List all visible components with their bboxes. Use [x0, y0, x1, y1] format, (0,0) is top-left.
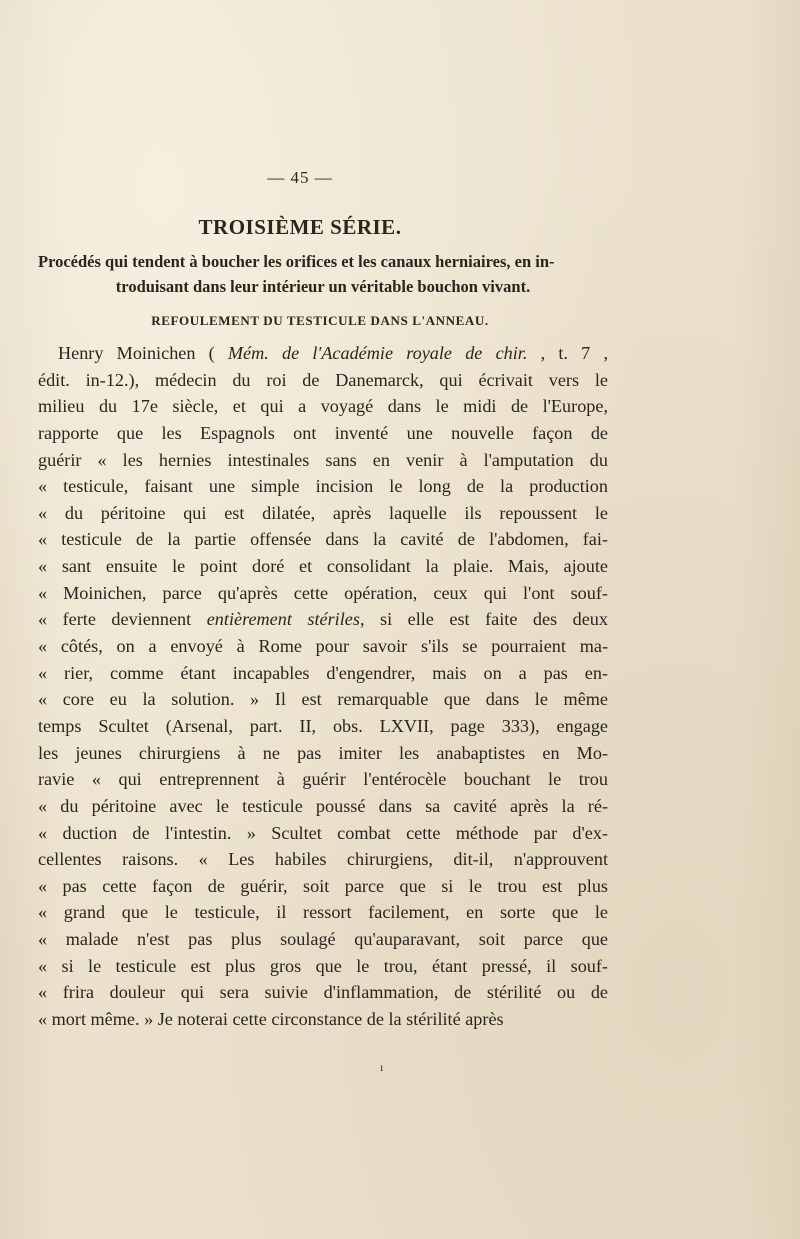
page-number: — 45 —	[267, 168, 333, 187]
text-line: « rier, comme étant incapables d'engendrer, mais on a pas en-	[38, 662, 608, 683]
text-line: « malade n'est pas plus soulagé qu'auparavant, soit parce que	[38, 929, 608, 950]
text-line: ravie « qui entreprennent à guérir l'entérocèle bouchant le trou	[38, 769, 608, 790]
text-line: milieu du 17e siècle, et qui a voyagé dans le midi de l'Europe,	[38, 396, 608, 417]
text-line: temps Scultet (Arsenal, part. II, obs. LXVII, page 333), engage	[38, 715, 608, 736]
text-line: « core eu la solution. » Il est remarquable que dans le même	[38, 689, 608, 710]
text-line: cellentes raisons. « Les habiles chirurgiens, dit-il, n'approuvent	[38, 849, 608, 870]
section-heading: REFOULEMENT DU TESTICULE DANS L'ANNEAU.	[151, 313, 489, 328]
text-line: édit. in-12.), médecin du roi de Danemarck, qui écrivait vers le	[38, 369, 608, 390]
text-line: « ferte deviennent entièrement stériles, si elle est faite des deux	[38, 609, 608, 630]
text-line: guérir « les hernies intestinales sans en venir à l'amputation du	[38, 449, 608, 470]
text-line: rapporte que les Espagnols ont inventé une nouvelle façon de	[38, 422, 608, 443]
text-line: « frira douleur qui sera suivie d'inflammation, de stérilité ou de	[38, 982, 608, 1003]
citation-title: Mém. de l'Académie royale de chir.	[227, 343, 528, 363]
text-line: « côtés, on a envoyé à Rome pour savoir s'ils se pourraient ma-	[38, 636, 608, 657]
text-line: les jeunes chirurgiens à ne pas imiter les anabaptistes en Mo-	[38, 742, 608, 763]
margin-mark: ı	[380, 1060, 384, 1074]
text-line: « pas cette façon de guérir, soit parce que si le trou est plus	[38, 875, 608, 896]
text-line: « Moinichen, parce qu'après cette opération, ceux qui l'ont souf-	[38, 582, 608, 603]
text-line: « testicule, faisant une simple incision le long de la production	[38, 476, 608, 497]
series-subtitle	[38, 249, 608, 299]
text-line: « testicule de la partie offensée dans la cavité de l'abdomen, fai-	[38, 529, 608, 550]
emphasis-text: entièrement stériles	[206, 609, 360, 630]
text-line: « du péritoine qui est dilatée, après laquelle ils repoussent le	[38, 502, 608, 523]
series-title: TROISIÈME SÉRIE.	[198, 215, 402, 239]
text-line: « mort même. » Je noterai cette circonstance de la stérilité après	[38, 1009, 504, 1030]
subtitle-line-2: troduisant dans leur intérieur un véritable bouchon vivant.	[115, 277, 531, 296]
text-line: « duction de l'intestin. » Scultet combat cette méthode par d'ex-	[38, 822, 608, 843]
body-paragraph	[38, 340, 608, 1033]
text-line: « grand que le testicule, il ressort facilement, en sorte que le	[38, 902, 608, 923]
text-line: Henry Moinichen ( Mém. de l'Académie royale de chir. , t. 7 ,	[58, 343, 608, 363]
text-line: « du péritoine avec le testicule poussé dans sa cavité après la ré-	[38, 795, 608, 816]
text-line: « sant ensuite le point doré et consolidant la plaie. Mais, ajoute	[38, 556, 608, 577]
text-line: « si le testicule est plus gros que le trou, étant pressé, il souf-	[38, 955, 608, 976]
subtitle-line-1: Procédés qui tendent à boucher les orifices et les canaux herniaires, en in-	[38, 252, 555, 271]
